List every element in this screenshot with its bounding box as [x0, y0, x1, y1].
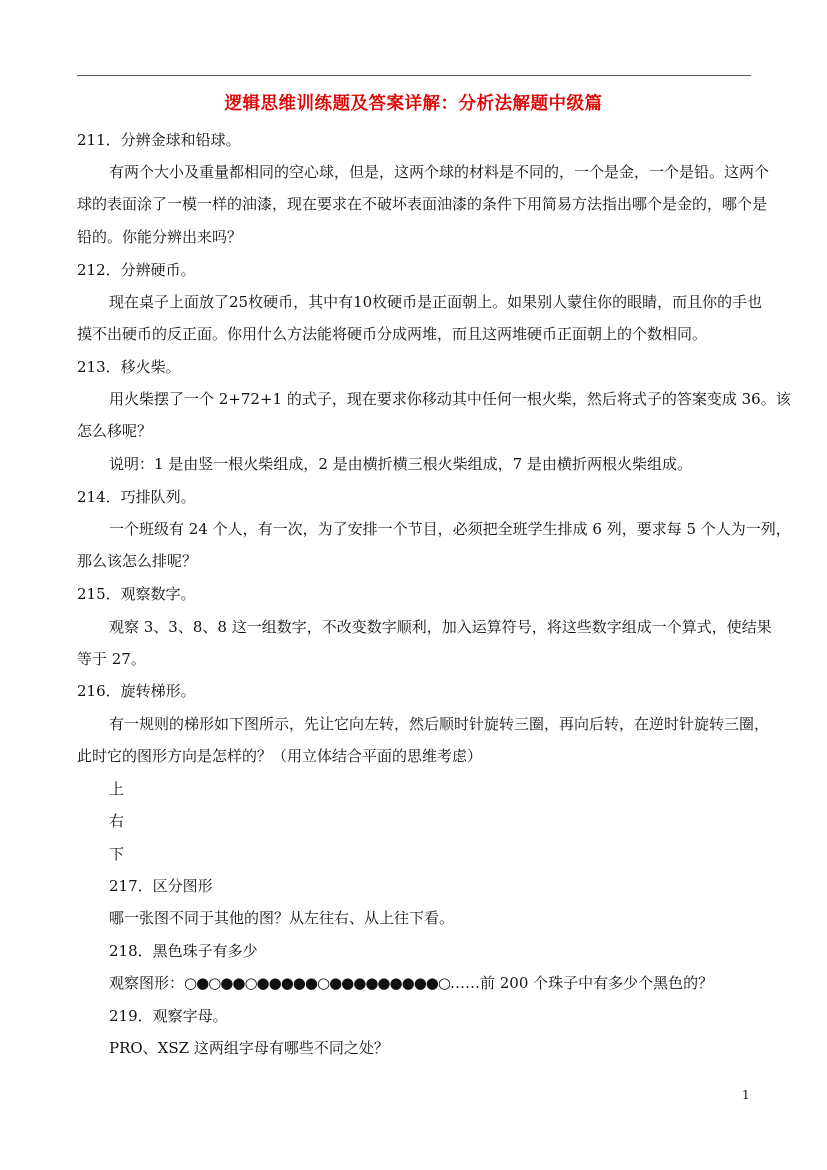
question-text: PRO、XSZ 这两组字母有哪些不同之处？	[109, 1039, 389, 1057]
question-text: 有一规则的梯形如下图所示，先让它向左转，然后顺时针旋转三圈，再向后转，在逆时针旋转三圈，	[109, 715, 770, 733]
bead-sequence: ○●○●●○●●●●●○●●●●●●●●●○	[184, 974, 450, 992]
question-heading: 214．巧排队列。	[77, 488, 196, 506]
bead-prefix: 观察图形：	[109, 974, 185, 992]
question-text: 铅的。你能分辨出来吗？	[77, 228, 243, 246]
question-heading: 218．黑色珠子有多少	[109, 942, 258, 960]
question-text: 观察 3、3、8、8 这一组数字，不改变数字顺利，加入运算符号，将这些数字组成一个算式，使结果	[109, 618, 772, 636]
question-text: 用火柴摆了一个 2+72+1 的式子，现在要求你移动其中任何一根火柴，然后将式子的答案变成 36。该	[109, 390, 791, 408]
figure-label-up: 上	[109, 780, 125, 798]
question-heading: 215．观察数字。	[77, 585, 196, 603]
question-heading: 211．分辨金球和铅球。	[77, 131, 241, 149]
question-text: 球的表面涂了一模一样的油漆，现在要求在不破坏表面油漆的条件下用简易方法指出哪个是金的，哪个是	[77, 195, 768, 213]
question-text: 一个班级有 24 个人，有一次，为了安排一个节目，必须把全班学生排成 6 列，要求每 5 个人为一列，	[109, 520, 791, 538]
question-heading: 216．旋转梯形。	[77, 682, 196, 700]
question-text: 怎么移呢？	[77, 422, 153, 440]
question-heading: 219．观察字母。	[109, 1007, 228, 1025]
question-text	[109, 973, 713, 993]
page-title: 逻辑思维训练题及答案详解：分析法解题中级篇	[224, 94, 603, 114]
question-note: 说明：1 是由竖一根火柴组成，2 是由横折横三根火柴组成，7 是由横折两根火柴组成。	[109, 455, 692, 473]
bead-suffix: ……前 200 个珠子中有多少个黑色的？	[449, 974, 714, 992]
header-rule	[77, 75, 751, 76]
question-heading: 217．区分图形	[109, 877, 213, 895]
question-text: 那么该怎么排呢？	[77, 552, 198, 570]
question-text: 摸不出硬币的反正面。你用什么方法能将硬币分成两堆，而且这两堆硬币正面朝上的个数相同。	[77, 325, 708, 343]
figure-label-right: 右	[109, 812, 125, 830]
figure-label-down: 下	[109, 845, 125, 863]
question-text: 现在桌子上面放了25枚硬币，其中有10枚硬币是正面朝上。如果别人蒙住你的眼睛，而且你的手也	[109, 293, 763, 311]
question-text: 此时它的图形方向是怎样的？（用立体结合平面的思维考虑）	[77, 747, 483, 765]
question-text: 等于 27。	[77, 650, 146, 668]
question-heading: 213．移火柴。	[77, 358, 181, 376]
question-heading: 212．分辨硬币。	[77, 261, 196, 279]
page-number: 1	[742, 1088, 750, 1102]
question-text: 有两个大小及重量都相同的空心球，但是，这两个球的材料是不同的，一个是金，一个是铅。这两个	[109, 163, 770, 181]
question-text: 哪一张图不同于其他的图？从左往右、从上往下看。	[109, 909, 455, 927]
